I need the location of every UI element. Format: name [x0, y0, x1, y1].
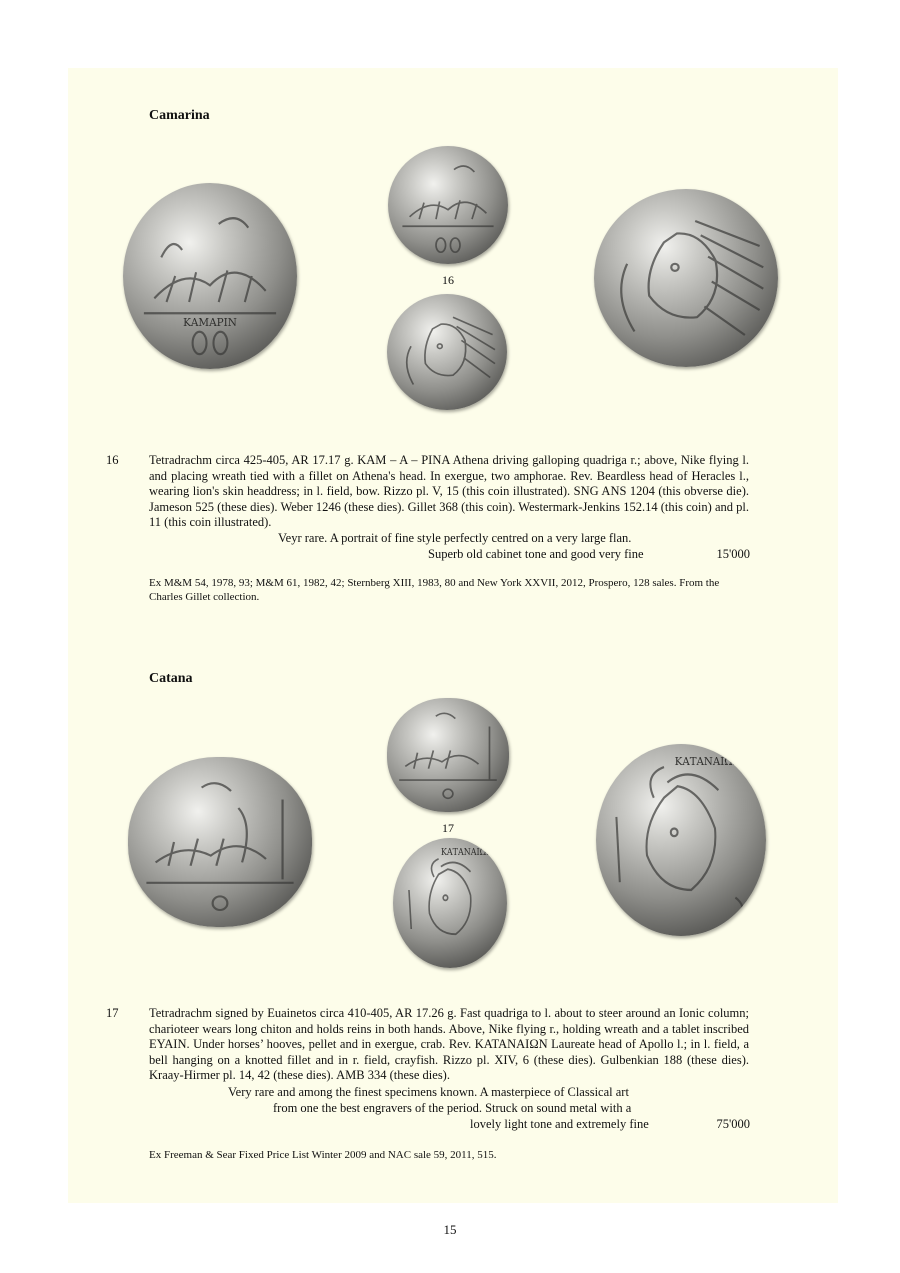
coin-lot-label: 16: [442, 273, 454, 287]
rarity-line: from one the best engravers of the period. Struck on sound metal with a: [273, 1101, 632, 1115]
coin-inscription: ΚΑΤΑΝΑΙΩΝ: [440, 847, 494, 859]
coin-lot-label: 17: [442, 821, 454, 835]
lot-description: [149, 453, 749, 531]
page-number: 15: [443, 1222, 457, 1237]
grade-line: Superb old cabinet tone and good very fine: [428, 547, 644, 561]
section-title-camarina: Camarina: [149, 108, 210, 123]
lot-number: 17: [106, 1006, 119, 1020]
coin-reverse-small: [387, 294, 507, 410]
lot-number: 16: [106, 453, 119, 467]
coin-reverse-large: [596, 744, 766, 936]
rarity-line: Veyr rare. A portrait of fine style perfectly centred on a very large flan.: [278, 531, 632, 545]
provenance: Ex Freeman & Sear Fixed Price List Winter 2009 and NAC sale 59, 2011, 515.: [149, 1149, 497, 1161]
provenance: Ex M&M 54, 1978, 93; M&M 61, 1982, 42; Sternberg XIII, 1983, 80 and New York XXVII, 2012, Prospero, 128 sales. From the Charles Gillet collection.: [149, 577, 720, 603]
coin-inscription: ΚΑΤΑΝΑΙΩΝ: [674, 754, 742, 769]
grade-line: lovely light tone and extremely fine: [470, 1117, 649, 1131]
section-title-catana: Catana: [149, 671, 193, 686]
lot-description: [149, 1006, 749, 1084]
coin-obverse-large: [128, 757, 312, 927]
price: 75'000: [716, 1117, 750, 1131]
description-text: Tetradrachm circa 425-405, AR 17.17 g. KAM – A – PINA Athena driving galloping quadriga r.; above, Nike flying l. and placing wreath tied with a fillet on Athena's head. In exergue, two amphorae. Rev. Beardless head of Heracles l., wearing lion's skin headdress; in l. field, bow. Rizzo pl. V, 15 (this coin illustrated). SNG ANS 1204 (this obverse die). Jameson 525 (these dies). Weber 1246 (these dies). Gillet 368 (this coin). Westermark-Jenkins 152.14 (this coin) and pl. 11 (this coin illustrated).: [149, 453, 749, 530]
coin-reverse-small: [393, 838, 507, 968]
rarity-line: Very rare and among the finest specimens known. A masterpiece of Classical art: [228, 1085, 629, 1099]
coin-obverse-small: [387, 698, 509, 812]
description-text: Tetradrachm signed by Euainetos circa 410-405, AR 17.26 g. Fast quadriga to l. about to steer around an Ionic column; charioteer wears long chiton and holds reins in both hands. Above, Nike flying r., holding wreath and a tablet inscribed EYAIN. Under horses’ hooves, pellet and in exergue, crab. Rev. ΚΑΤΑΝΑΙΩΝ Laureate head of Apollo l.; in l. field, a bell hanging on a knotted fillet and in r. field, crayfish. Rizzo pl. XIV, 6 (these dies). Gulbenkian 188 (these dies). Kraay-Hirmer pl. 14, 42 (these dies). AMB 334 (these dies).: [149, 1006, 749, 1083]
coin-inscription: ΚΑΜΑΡΙΝ: [183, 315, 237, 330]
price: 15'000: [716, 547, 750, 561]
coin-obverse-small: [388, 146, 508, 264]
coin-reverse-large: [594, 189, 778, 367]
coin-obverse-large: [123, 183, 297, 369]
